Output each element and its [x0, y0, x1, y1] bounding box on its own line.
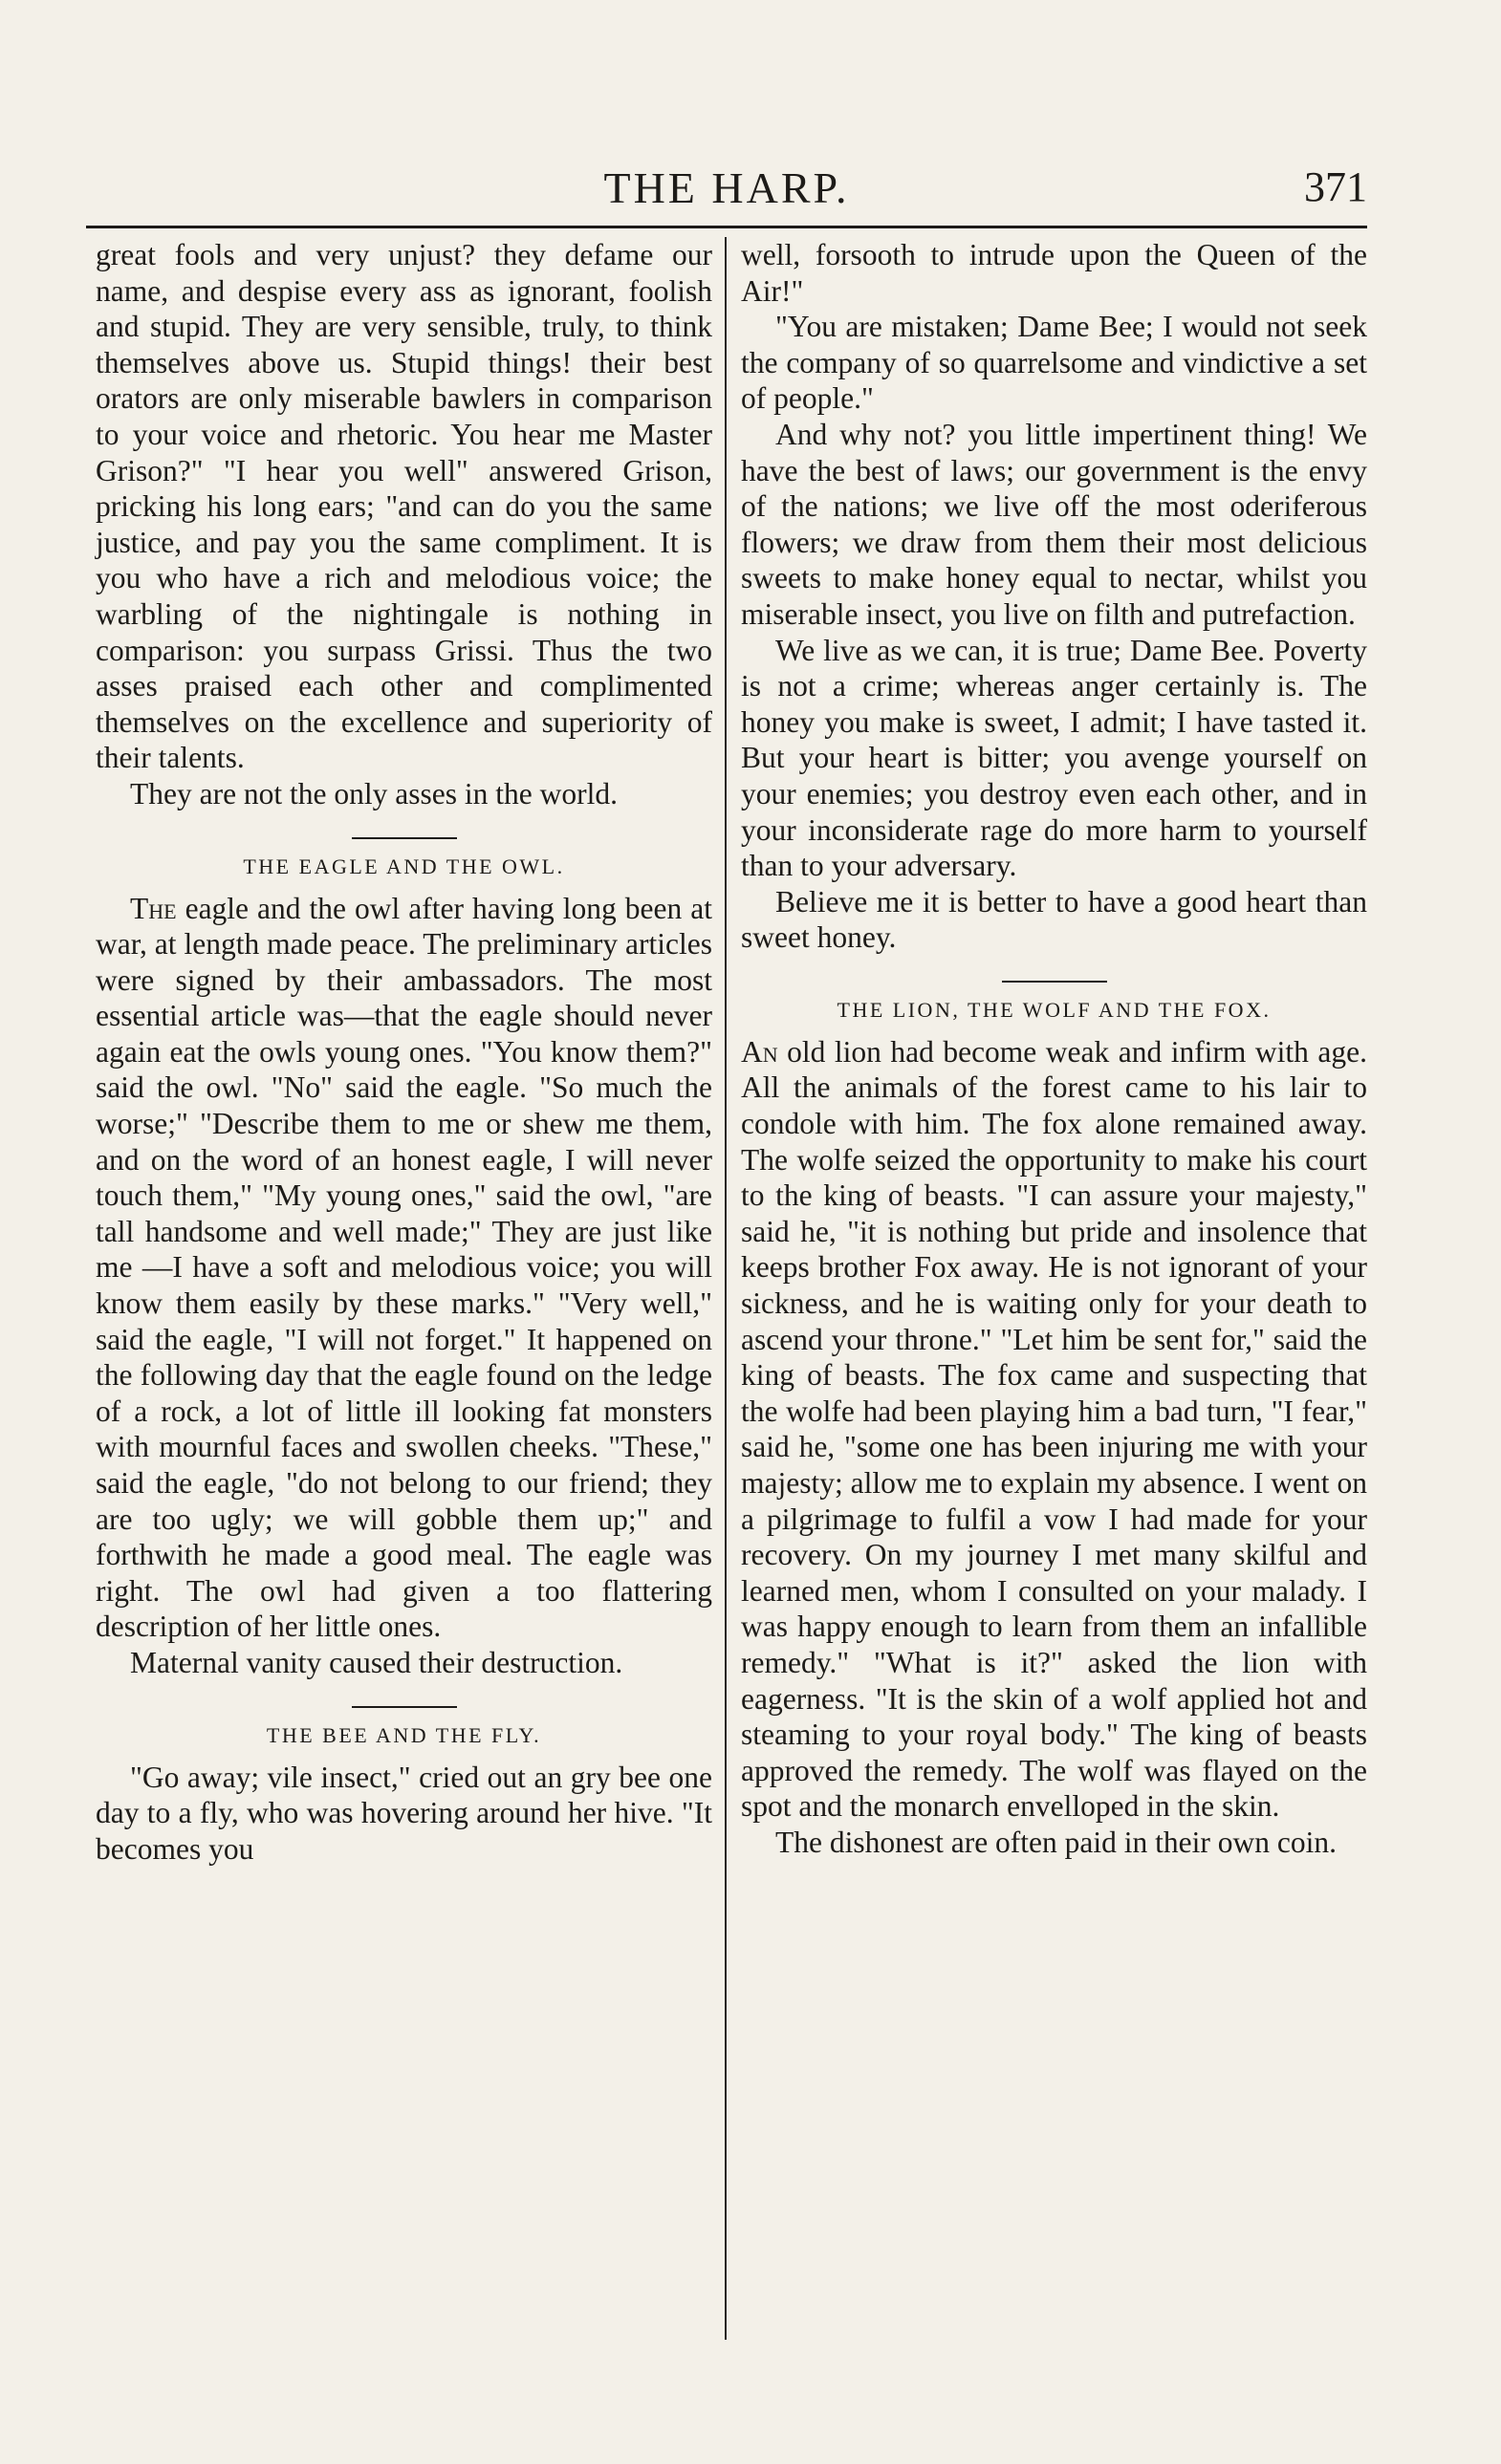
- fable-text-eagle-owl: [96, 891, 712, 1645]
- fable-text-bee-fly-cont: well, forsooth to intrude upon the Queen of the Air!": [741, 238, 1367, 308]
- right-column: [741, 237, 1367, 1861]
- fable-text-asses: great fools and very unjust? they defame our name, and despise every ass as ignorant, foolish and stupid. They are very sensible, truly, to think themselves above us. Stupid things! their best orators are only miserable bawlers in comparison to your voice and rhetoric. You hear me Master Grison?" "I hear you well" answered Grison, pricking his long ears; "and can do you the same justice, and pay you the same compliment. It is you who have a rich and melodious voice; the warbling of the nightingale is nothing in comparison: you surpass Grissi. Thus the two asses praised each other and complimented themselves on the excellence and superiority of their talents.: [96, 238, 712, 775]
- fable-paragraph: And why not? you little impertinent thing! We have the best of laws; our government is the envy of the nations; we live off the most oderiferous flowers; we draw from them their most delicious sweets to make honey equal to nectar, whilst you miserable insect, you live on filth and putrefaction.: [741, 417, 1367, 631]
- column-rule: [725, 237, 727, 2340]
- section-divider: [352, 837, 457, 839]
- section-divider: [1002, 981, 1107, 983]
- running-header: [86, 162, 1367, 220]
- fable-text-bee-fly: "Go away; vile insect," cried out an gry bee one day to a fly, who was hovering around her hive. "It becomes you: [96, 1760, 712, 1866]
- fable-moral-lion-wolf-fox: The dishonest are often paid in their own coin.: [775, 1825, 1337, 1859]
- fable-moral-asses: They are not the only asses in the world.: [130, 776, 618, 811]
- fable-moral-eagle-owl: Maternal vanity caused their destruction.: [130, 1645, 623, 1679]
- fable-title-lion-wolf-fox: THE LION, THE WOLF AND THE FOX.: [837, 997, 1272, 1022]
- section-divider: [352, 1706, 457, 1708]
- fable-moral-bee-fly: Believe me it is better to have a good heart than sweet honey.: [741, 884, 1367, 955]
- fable-paragraph: "You are mistaken; Dame Bee; I would not seek the company of so quarrelsome and vindictive a set of people.": [741, 310, 1367, 416]
- lead-word: An: [741, 1034, 778, 1069]
- journal-title: THE HARP.: [603, 163, 850, 212]
- lead-word: The: [130, 891, 177, 925]
- fable-body: old lion had become weak and infirm with age. All the animals of the forest came to his lair to condole with him. The fox alone remained away. The wolfe seized the opportunity to make his court to the king of beasts. "I can assure your majesty," said he, "it is nothing but pride and insolence that keeps brother Fox away. He is not ignorant of your sickness, and he is waiting only for your death to ascend your throne." "Let him be sent for," said the king of beasts. The fox came and suspecting that the wolfe had been playing him a bad turn, "I fear," said he, "some one has been injuring me with your majesty; allow me to explain my absence. I went on a pilgrimage to fulfil a vow I had made for your recovery. On my journey I met many skilful and learned men, whom I consulted on your malady. I was happy enough to learn from them an infallible remedy." "What is it?" asked the lion with eagerness. "It is the skin of a wolf applied hot and steaming to your royal body." The king of beasts approved the remedy. The wolf was flayed on the spot and the monarch envelloped in the skin.: [741, 1034, 1367, 1824]
- fable-paragraph: We live as we can, it is true; Dame Bee. Poverty is not a crime; whereas anger certainly is. The honey you make is sweet, I admit; I have tasted it. But your heart is bitter; you avenge yourself on your enemies; you destroy even each other, and in your inconsiderate rage do more harm to yourself than to your adversary.: [741, 633, 1367, 883]
- fable-text-lion-wolf-fox: [741, 1034, 1367, 1825]
- left-column: [96, 237, 712, 1867]
- fable-title-eagle-owl: THE EAGLE AND THE OWL.: [243, 854, 565, 878]
- fable-title-bee-fly: THE BEE AND THE FLY.: [266, 1722, 542, 1747]
- header-rule: [86, 226, 1367, 228]
- page-number: 371: [1304, 163, 1367, 210]
- fable-body: eagle and the owl after having long been at war, at length made peace. The preliminary articles were signed by their ambassadors. The most essential article was—that the eagle should never again eat the owls young ones. "You know them?" said the owl. "No" said the eagle. "So much the worse;" "Describe them to me or shew me them, and on the word of an honest eagle, I will never touch them," "My young ones," said the owl, "are tall handsome and well made;" They are just like me —I have a soft and melodious voice; you will know them easily by these marks." "Very well," said the eagle, "I will not forget." It happened on the following day that the eagle found on the ledge of a rock, a lot of little ill looking fat monsters with mournful faces and swollen cheeks. "These," said the eagle, "do not belong to our friend; they are too ugly; we will gobble them up;" and forthwith he made a good meal. The eagle was right. The owl had given a too flattering description of her little ones.: [96, 891, 712, 1644]
